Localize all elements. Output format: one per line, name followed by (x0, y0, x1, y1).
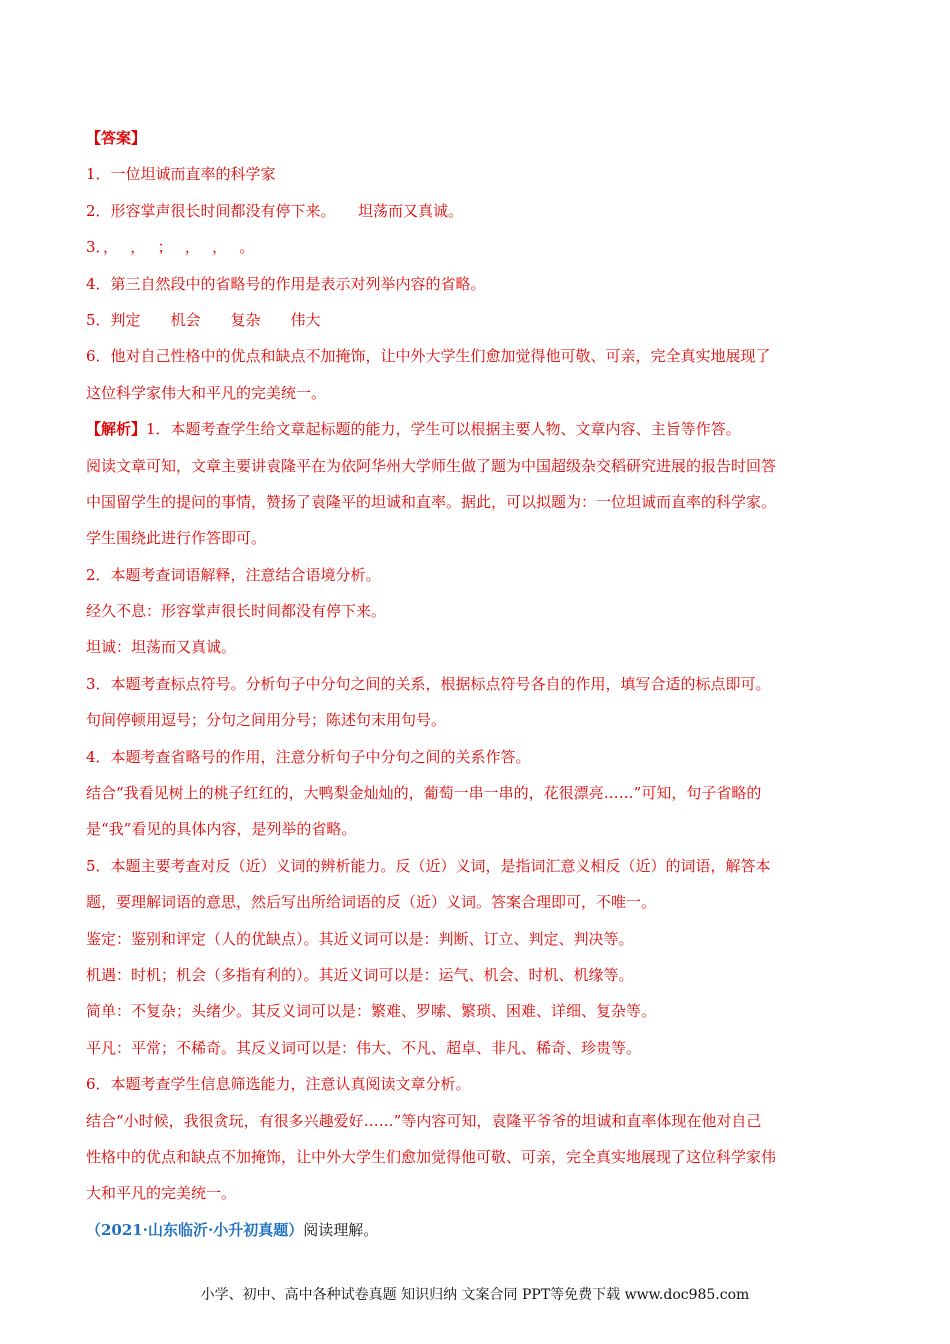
analysis-line: 机遇：时机；机会（多指有利的）。其近义词可以是：运气、机会、时机、机缘等。 (86, 965, 634, 984)
analysis-line: 4．本题考查省略号的作用，注意分析句子中分句之间的关系作答。 (86, 747, 531, 766)
analysis-line: 经久不息：形容掌声很长时间都没有停下来。 (86, 602, 387, 621)
analysis-line: 简单：不复杂；头绪少。其反义词可以是：繁难、罗嗦、繁琐、困难、详细、复杂等。 (86, 1002, 657, 1021)
analysis-line: 学生围绕此进行作答即可。 (86, 529, 267, 548)
analysis-line: 结合“我看见树上的桃子红红的，大鸭梨金灿灿的，葡萄一串一串的，花很漂亮……”可知，句子省略的 (86, 784, 762, 803)
answer-line-2: 2．形容掌声很长时间都没有停下来。 坦荡而又真诚。 (86, 201, 464, 220)
answer-line-7: 这位科学家伟大和平凡的完美统一。 (86, 383, 327, 402)
answer-line-4: 4．第三自然段中的省略号的作用是表示对列举内容的省略。 (86, 274, 486, 293)
analysis-line: 鉴定：鉴别和评定（人的优缺点）。其近义词可以是：判断、订立、判定、判决等。 (86, 929, 634, 948)
source-line (86, 1212, 866, 1248)
analysis-line: 5．本题主要考查对反（近）义词的辨析能力。反（近）义词，是指词汇意义相反（近）的词语，解答本 (86, 856, 771, 875)
analysis-line: 平凡：平常；不稀奇。其反义词可以是：伟大、不凡、超卓、非凡、稀奇、珍贵等。 (86, 1038, 642, 1057)
analysis-line: 句间停顿用逗号；分句之间用分号；陈述句末用句号。 (86, 711, 447, 730)
analysis-line: 中国留学生的提问的事情，赞扬了袁隆平的坦诚和直率。据此，可以拟题为：一位坦诚而直率的科学家。 (86, 492, 777, 511)
analysis-line: 结合“小时候，我很贪玩，有很多兴趣爱好……”等内容可知，袁隆平爷爷的坦诚和直率体现在他对自己 (86, 1111, 762, 1130)
answer-line-3: 3．， ， ； ， ， 。 (86, 238, 255, 257)
analysis-line: 题，要理解词语的意思，然后写出所给词语的反（近）义词。答案合理即可，不唯一。 (86, 893, 657, 912)
analysis-heading: 【解析】 (86, 420, 147, 439)
analysis-line: 3．本题考查标点符号。分析句子中分句之间的关系，根据标点符号各自的作用，填写合适的标点即可。 (86, 674, 771, 693)
analysis-line: 2．本题考查词语解释，注意结合语境分析。 (86, 565, 381, 584)
document-content (86, 120, 866, 1248)
page-footer: 小学、初中、高中各种试卷真题 知识归纳 文案合同 PPT等免费下载 www.doc985.com (200, 1287, 750, 1303)
analysis-line: 坦诚：坦荡而又真诚。 (86, 638, 237, 657)
analysis-line: 阅读文章可知，文章主要讲袁隆平在为依阿华州大学师生做了题为中国超级杂交稻研究进展的报告时回答 (86, 456, 777, 475)
analysis-line: 性格中的优点和缺点不加掩饰，让中外大学生们愈加觉得他可敬、可亲，完全真实地展现了这位科学家伟 (86, 1147, 777, 1166)
analysis-line: 是“我”看见的具体内容，是列举的省略。 (86, 820, 357, 839)
answer-heading: 【答案】 (86, 129, 147, 147)
answer-line-5: 5．判定 机会 复杂 伟大 (86, 310, 321, 329)
analysis-first-line (86, 411, 866, 447)
analysis-line: 6．本题考查学生信息筛选能力，注意认真阅读文章分析。 (86, 1075, 471, 1094)
source-suffix: 阅读理解。 (303, 1220, 379, 1239)
analysis-line: 大和平凡的完美统一。 (86, 1184, 237, 1203)
source-label: （2021·山东临沂·小升初真题） (86, 1220, 304, 1239)
analysis-first-text: 1．本题考查学生给文章起标题的能力，学生可以根据主要人物、文章内容、主旨等作答。 (146, 420, 741, 439)
answer-line-6: 6．他对自己性格中的优点和缺点不加掩饰，让中外大学生们愈加觉得他可敬、可亲，完全真实地展现了 (86, 347, 771, 366)
answer-line-1: 1．一位坦诚而直率的科学家 (86, 165, 276, 184)
